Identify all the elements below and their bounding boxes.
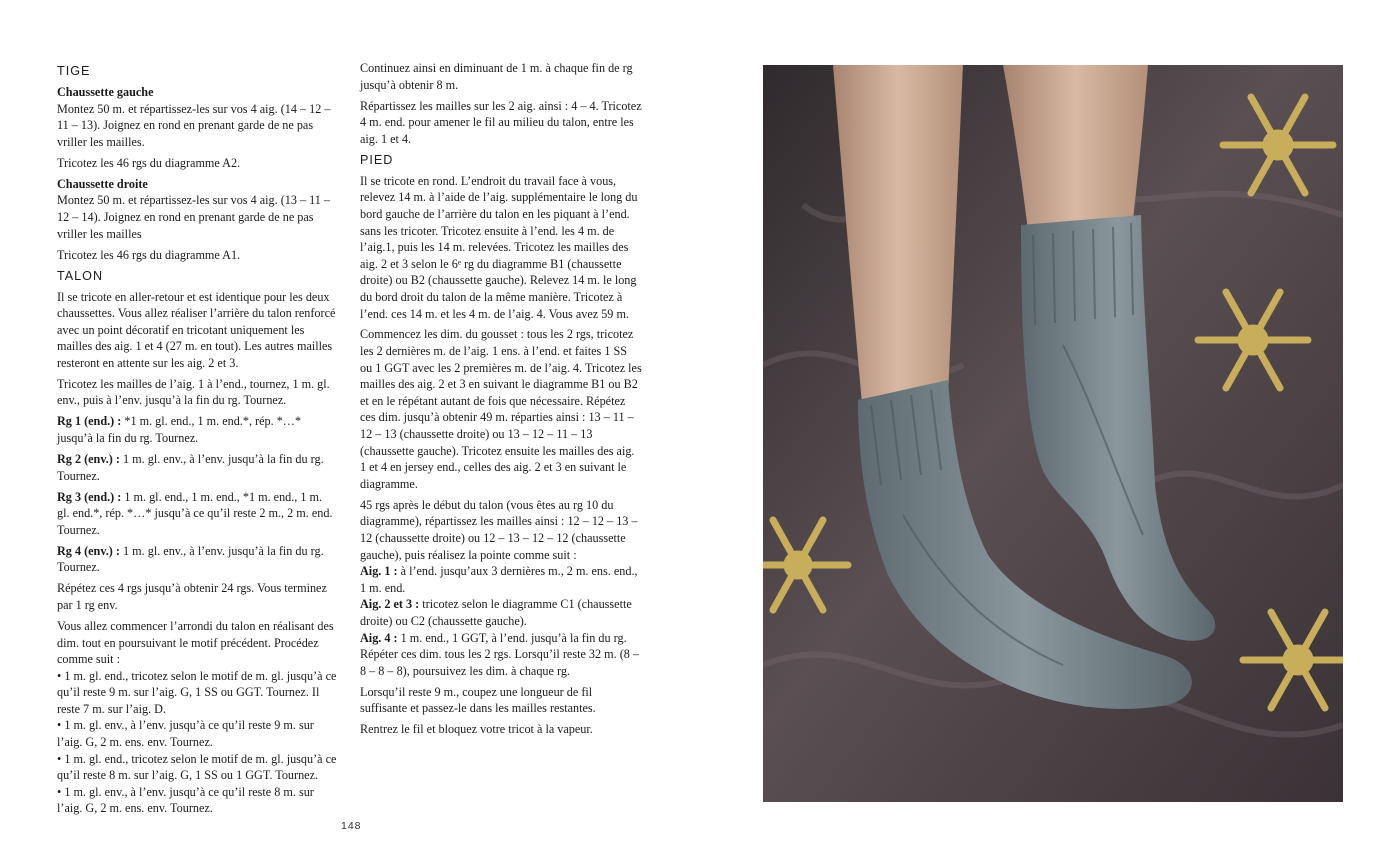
row-text: 1 m. gl. env., à l’env. jusqu’à la fin du rg. Tournez. (57, 452, 324, 483)
subheading-chaussette-gauche: Chaussette gauche (57, 85, 154, 99)
paragraph: Montez 50 m. et répartissez-les sur vos 4 aig. (13 – 11 – 12 – 14). Joignez en rond en prenant garde de ne pas vriller les mailles (57, 193, 331, 241)
bullet-item: • 1 m. gl. end., tricotez selon le motif de m. gl. jusqu’à ce qu’il reste 8 m. sur l’aig. G, 1 SS ou 1 GGT. Tournez. (57, 751, 337, 783)
row-text: 1 m. gl. end., 1 m. end., *1 m. end., 1 m. gl. end.*, rép. *…* jusqu’à ce qu’il reste 2 m., 2 m. end. Tournez. (57, 489, 333, 537)
needle-text: tricotez selon le diagramme C1 (chaussette droite) ou C2 (chaussette gauche). (360, 597, 632, 628)
subheading-chaussette-droite: Chaussette droite (57, 176, 148, 191)
bullet-item: • 1 m. gl. env., à l’env. jusqu’à ce qu’il reste 8 m. sur l’aig. G, 2 m. ens. env. Tournez. (57, 784, 314, 816)
row-label: Rg 3 (end.) : (57, 489, 122, 504)
paragraph: Commencez les dim. du gousset : tous les 2 rgs, tricotez les 2 dernières m. de l’aig. 1 ens. à l’end. et faites 1 SS ou 1 GGT avec les 2 premières m. de l’aig. 4. Tricotez les mailles des aig. 2 et 3 en suivant le diagramme B1 ou B2 et en le répétant autant de fois que nécessaire. Répétez ces dim. jusqu’à obtenir 49 m. réparties ainsi : 13 – 11 – 12 – 13 (chaussette droite) ou 13 – 12 – 11 – 13 (chaussette gauche). Tricotez ensuite les mailles des aig. 1 et 4 en jersey end., celles des aig. 2 et 3 en suivant le diagramme. (360, 327, 642, 491)
paragraph: Vous allez commencer l’arrondi du talon en réalisant des dim. tout en poursuivant le motif précédent. Procédez comme suit : (57, 618, 334, 667)
row-label: Rg 2 (env.) : (57, 452, 120, 467)
row-instruction-4 (57, 543, 337, 576)
paragraph: Il se tricote en aller-retour et est identique pour les deux chaussettes. Vous allez réaliser l’arrière du talon renforcé avec un point décoratif en tricotant uniquement les mailles des aig. 1 et 4 (27 m. en tout). Les autres mailles resteront en attente sur les aig. 2 et 3. (57, 289, 336, 370)
paragraph: Tricotez les 46 rgs du diagramme A1. (57, 247, 241, 262)
needle-label: Aig. 1 : (360, 564, 398, 579)
section-heading-tige: TIGE (57, 64, 91, 78)
photo-illustration (763, 65, 1343, 802)
needle-text: à l’end. jusqu’aux 3 dernières m., 2 m. ens. end., 1 m. end. (360, 564, 638, 595)
section-heading-pied: PIED (360, 152, 394, 167)
needle-text: 1 m. end., 1 GGT, à l’end. jusqu’à la fin du rg. Répéter ces dim. tous les 2 rgs. Lorsqu’il reste 32 m. (8 – 8 – 8 – 8), poursuivez les dim. à chaque rg. (360, 630, 640, 678)
row-instruction-2 (57, 451, 337, 484)
needle-instruction-2-3 (360, 596, 642, 629)
row-label: Rg 1 (end.) : (57, 414, 122, 429)
paragraph: Tricotez les mailles de l’aig. 1 à l’end., tournez, 1 m. gl. env., puis à l’env. jusqu’à la fin du rg. Tournez. (57, 376, 330, 408)
section-heading-talon: TALON (57, 268, 104, 283)
needle-label: Aig. 4 : (360, 630, 398, 645)
row-text: 1 m. gl. env., à l’env. jusqu’à la fin du rg. Tournez. (57, 543, 324, 575)
needle-instruction-4 (360, 630, 642, 680)
row-instruction-3 (57, 489, 337, 539)
paragraph: Lorsqu’il reste 9 m., coupez une longueur de fil suffisante et passez-le dans les mailles restantes. (360, 684, 596, 716)
row-label: Rg 4 (env.) : (57, 543, 120, 558)
paragraph: 45 rgs après le début du talon (vous êtes au rg 10 du diagramme), répartissez les mailles ainsi : 12 – 12 – 13 – 12 (chaussette droite) ou 12 – 13 – 12 – 12 (chaussette gauche), puis réalisez la pointe comme suit : (360, 497, 638, 562)
paragraph: Tricotez les 46 rgs du diagramme A2. (57, 155, 241, 170)
bullet-item: • 1 m. gl. env., à l’env. jusqu’à ce qu’il reste 9 m. sur l’aig. G, 2 m. ens. env. Tournez. (57, 718, 314, 750)
paragraph: Il se tricote en rond. L’endroit du travail face à vous, relevez 14 m. à l’aide de l’aig. supplémentaire le long du bord gauche de l’arrière du talon en les piquant à l’end. sans les tricoter. Tricotez ensuite à l’end. les 4 m. de l’aig.1, puis les 14 m. relevées. Tricotez les mailles des aig. 2 et 3 selon le 6ᵉ rg du diagramme B1 (chaussette droite) ou B2 (chaussette gauche). Relevez 14 m. le long du bord droit du talon de la même manière. Tricotez à l’end. ces 14 m. et les 4 m. de l’aig. 4. Vous avez 59 m. (360, 173, 638, 321)
row-text: *1 m. gl. end., 1 m. end.*, rép. *…* jusqu’à la fin du rg. Tournez. (57, 414, 302, 446)
text-column-left (57, 60, 337, 817)
needle-label: Aig. 2 et 3 : (360, 597, 420, 612)
needle-instruction-1 (360, 563, 642, 596)
row-instruction-1 (57, 413, 337, 446)
paragraph: Répétez ces 4 rgs jusqu’à obtenir 24 rgs. Vous terminez par 1 rg env. (57, 581, 327, 612)
paragraph: Continuez ainsi en diminuant de 1 m. à chaque fin de rg jusqu’à obtenir 8 m. (360, 61, 633, 92)
bullet-item: • 1 m. gl. end., tricotez selon le motif de m. gl. jusqu’à ce qu’il reste 9 m. sur l’aig. G, 1 SS ou GGT. Tournez. Il reste 7 m. sur l’aig. D. (57, 668, 337, 716)
paragraph: Répartissez les mailles sur les 2 aig. ainsi : 4 – 4. Tricotez 4 m. end. pour amener le fil au milieu du talon, entre les aig. 1 et 4. (360, 98, 642, 146)
page-number: 148 (341, 820, 362, 832)
photo-knitted-socks (763, 65, 1343, 802)
text-column-right (360, 60, 642, 742)
paragraph: Rentrez le fil et bloquez votre tricot à la vapeur. (360, 722, 593, 737)
paragraph: Montez 50 m. et répartissez-les sur vos 4 aig. (14 – 12 – 11 – 13). Joignez en rond en prenant garde de ne pas vriller les mailles. (57, 101, 331, 149)
